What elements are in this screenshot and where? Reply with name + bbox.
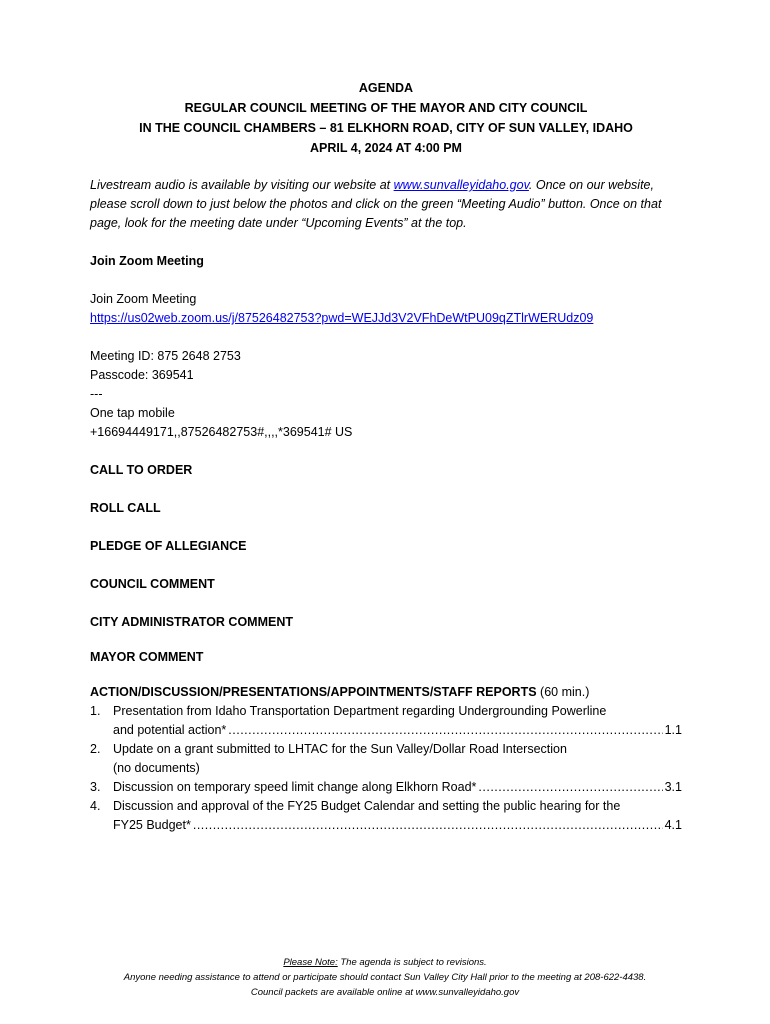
item-text-cont: and potential action*	[113, 723, 227, 737]
list-item	[90, 740, 682, 778]
item-number: 4.	[90, 799, 101, 813]
list-item	[90, 702, 682, 740]
agenda-page	[90, 78, 682, 835]
item-text-cont: FY25 Budget*	[113, 818, 191, 832]
zoom-tap-number: +16694449171,,87526482753#,,,,*369541# US	[90, 425, 353, 439]
action-heading-text: ACTION/DISCUSSION/PRESENTATIONS/APPOINTMENTS/STAFF REPORTS	[90, 685, 537, 699]
zoom-separator: ---	[90, 387, 103, 401]
action-duration: (60 min.)	[536, 685, 590, 699]
footer-note-text: The agenda is subject to revisions.	[337, 957, 487, 968]
agenda-header	[90, 78, 682, 158]
item-text: Discussion on temporary speed limit change along Elkhorn Road*	[113, 780, 477, 794]
livestream-text-after: . Once on our website, please scroll down to just below the photos and click on the green “Meeting Audio” button. Once on that page, look for the meeting date under “Upcoming Events” at the top.	[90, 178, 662, 230]
list-item	[90, 778, 682, 797]
section-call-to-order: CALL TO ORDER	[90, 463, 193, 477]
footer-packets: Council packets are available online at www.sunvalleyidaho.gov	[250, 987, 520, 998]
section-roll-call: ROLL CALL	[90, 501, 161, 515]
section-mayor-comment: MAYOR COMMENT	[90, 650, 204, 664]
item-text: Presentation from Idaho Transportation Department regarding Undergrounding Powerline	[113, 704, 607, 718]
item-page-ref: 4.1	[664, 818, 682, 832]
footer-note-label: Please Note:	[283, 957, 338, 968]
header-title: AGENDA	[358, 81, 414, 95]
item-number: 1.	[90, 704, 101, 718]
zoom-label: Join Zoom Meeting	[90, 292, 197, 306]
item-number: 3.	[90, 780, 101, 794]
livestream-text-before: Livestream audio is available by visiting our website at	[90, 178, 394, 192]
action-items	[90, 702, 682, 835]
footer-assistance: Anyone needing assistance to attend or participate should contact Sun Valley City Hall prior to the meeting at 208-622-4438.	[123, 972, 647, 983]
item-page-ref: 1.1	[664, 723, 682, 737]
section-pledge: PLEDGE OF ALLEGIANCE	[90, 539, 247, 553]
zoom-link[interactable]: https://us02web.zoom.us/j/87526482753?pwd=WEJJd3V2VFhDeWtPU09qZTlrWERUdz09	[90, 311, 594, 325]
section-admin-comment: CITY ADMINISTRATOR COMMENT	[90, 615, 294, 629]
header-meeting-type: REGULAR COUNCIL MEETING OF THE MAYOR AND CITY COUNCIL	[184, 101, 588, 115]
header-location: IN THE COUNCIL CHAMBERS – 81 ELKHORN ROAD, CITY OF SUN VALLEY, IDAHO	[139, 121, 633, 135]
livestream-paragraph	[90, 176, 682, 233]
zoom-tap-label: One tap mobile	[90, 406, 175, 420]
zoom-meeting-id: Meeting ID: 875 2648 2753	[90, 349, 241, 363]
item-text: Update on a grant submitted to LHTAC for the Sun Valley/Dollar Road Intersection	[113, 742, 567, 756]
list-item	[90, 797, 682, 835]
footer-note	[0, 955, 770, 970]
agenda-footer	[0, 955, 770, 1000]
zoom-passcode: Passcode: 369541	[90, 368, 194, 382]
item-number: 2.	[90, 742, 101, 756]
header-date: APRIL 4, 2024 AT 4:00 PM	[310, 141, 462, 155]
item-text: Discussion and approval of the FY25 Budget Calendar and setting the public hearing for the	[113, 799, 621, 813]
item-text-cont: (no documents)	[113, 761, 200, 775]
website-link[interactable]: www.sunvalleyidaho.gov	[393, 178, 529, 192]
section-council-comment: COUNCIL COMMENT	[90, 577, 215, 591]
action-heading	[90, 683, 682, 702]
zoom-heading: Join Zoom Meeting	[90, 254, 204, 268]
item-page-ref: 3.1	[664, 780, 682, 794]
